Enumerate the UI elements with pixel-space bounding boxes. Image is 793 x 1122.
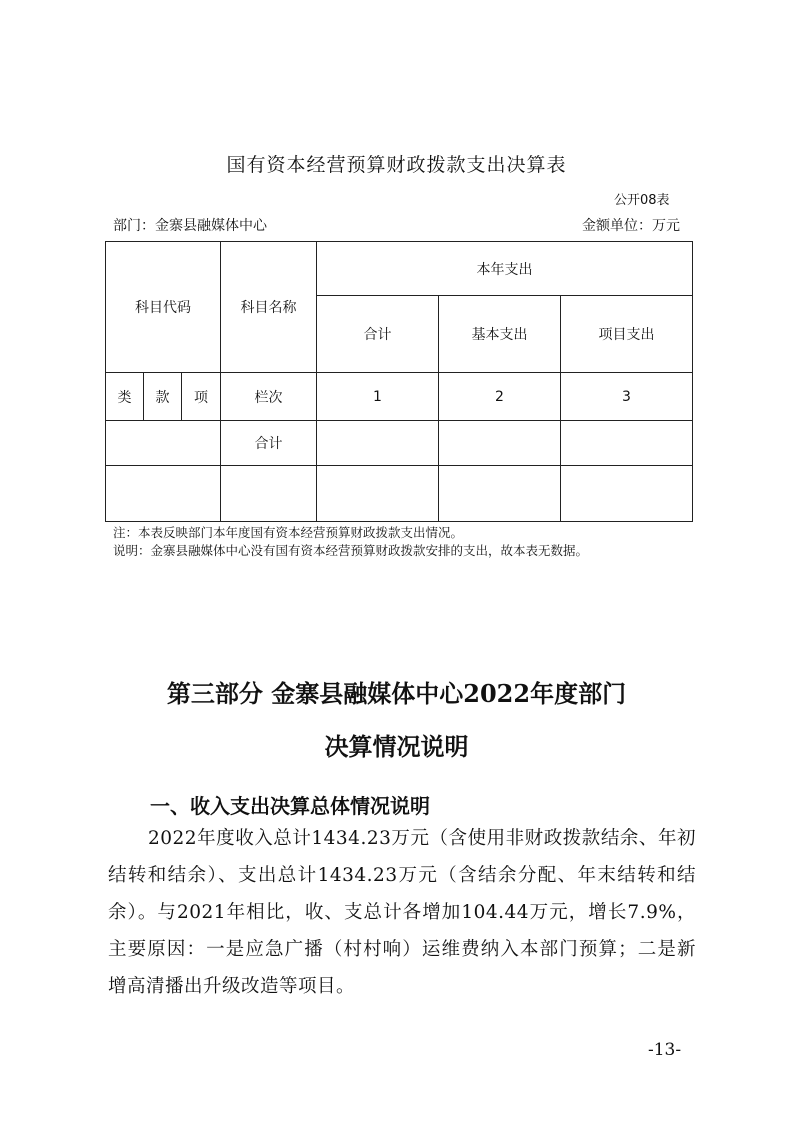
page-number: -13- [648, 1040, 682, 1060]
empty-cell [561, 466, 693, 522]
table-title: 国有资本经营预算财政拨款支出决算表 [226, 154, 567, 176]
empty-cell [317, 466, 439, 522]
total-row-label: 合计 [221, 421, 317, 466]
code-kuan: 款 [144, 373, 182, 421]
section-title-line1: 第三部分 金寨县融媒体中心2022年度部门 [166, 679, 627, 708]
column-number-3: 3 [561, 373, 693, 421]
section-title-line2: 决算情况说明 [324, 732, 469, 761]
empty-cell [317, 421, 439, 466]
expenditure-table [105, 241, 693, 522]
header-subject-code: 科目代码 [106, 242, 221, 373]
subsection-heading: 一、收入支出决算总体情况说明 [150, 794, 430, 818]
code-lei: 类 [106, 373, 144, 421]
header-current-year: 本年支出 [317, 242, 693, 296]
empty-cell [106, 421, 221, 466]
empty-cell [439, 421, 561, 466]
empty-cell [106, 466, 221, 522]
header-total: 合计 [317, 296, 439, 373]
table-row [106, 466, 693, 522]
header-subject-name: 科目名称 [221, 242, 317, 373]
table-note: 注：本表反映部门本年度国有资本经营预算财政拨款支出情况。 [113, 525, 464, 540]
unit-label: 金额单位：万元 [582, 218, 680, 234]
table-row [106, 421, 693, 466]
column-number-1: 1 [317, 373, 439, 421]
body-paragraph: 2022年度收入总计1434.23万元（含使用非财政拨款结余、年初结转和结余）、支出总计1434.23万元（含结余分配、年末结转和结余）。与2021年相比，收、支总计各增加104.44万元，增长7.9%，主要原因：一是应急广播（村村响）运维费纳入本部门预算；二是新增高清播出升级改造等项目。 [108, 828, 696, 997]
header-basic: 基本支出 [439, 296, 561, 373]
empty-cell [221, 466, 317, 522]
empty-cell [561, 421, 693, 466]
column-number-2: 2 [439, 373, 561, 421]
form-code: 公开08表 [614, 193, 670, 208]
header-project: 项目支出 [561, 296, 693, 373]
code-lanci: 栏次 [221, 373, 317, 421]
table-explanation: 说明：金寨县融媒体中心没有国有资本经营预算财政拨款安排的支出，故本表无数据。 [113, 543, 589, 558]
empty-cell [439, 466, 561, 522]
code-xiang: 项 [182, 373, 221, 421]
department-label: 部门：金寨县融媒体中心 [113, 218, 267, 234]
